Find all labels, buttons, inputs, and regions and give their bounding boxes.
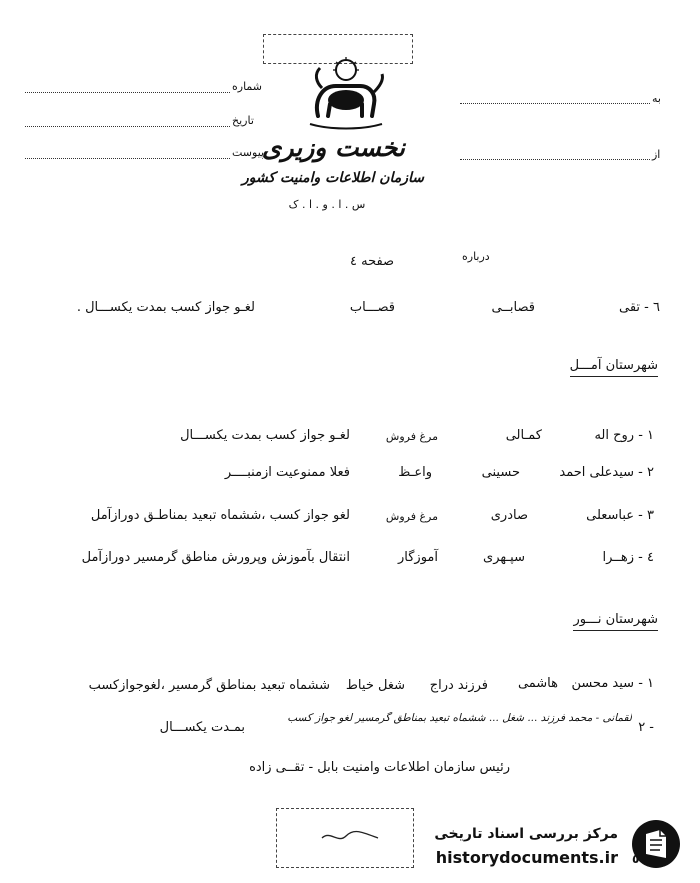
bottom-stamp-scribble	[320, 826, 380, 846]
section-nour-title: شهرستان نـــور	[573, 612, 658, 631]
nour-row-1-job2: شغل خیاط	[345, 678, 405, 693]
amol-row-1-num: ١ - روح اله	[594, 428, 654, 443]
nour-row-1-job: فرزند دراج	[429, 678, 488, 693]
nour-row-1-surname: هاشمی	[517, 676, 558, 691]
date-field	[25, 126, 230, 127]
page-label: صفحه ٤	[350, 254, 395, 269]
intro-row-num: ٦ - تقی	[619, 300, 660, 315]
archive-name: مرکز بررسی اسناد تاریخی	[434, 826, 618, 842]
nour-row-2-action: بمـدت یکســـال	[159, 720, 245, 735]
intro-row-job: قصـــاب	[349, 300, 395, 315]
attachment-field	[25, 158, 230, 159]
section-amol-title: شهرستان آمـــل	[570, 358, 658, 377]
amol-row-4-surname: سپـهری	[483, 550, 525, 565]
subject-label: درباره	[462, 250, 490, 263]
nour-row-1-num: ١ - سید محسن	[571, 676, 654, 691]
amol-row-1-surname: کمـالی	[505, 428, 542, 443]
amol-row-2-job: واعـظ	[398, 465, 432, 480]
nour-row-2-num: ٢ -	[638, 720, 654, 735]
amol-row-2-num: ٢ - سیدعلی احمد	[559, 465, 654, 480]
nour-row-2-handwritten: لقمانی - محمد فرزند ... شغل ... ششماه تبعید بمناطق گرمسیر لغو جواز کسب	[287, 712, 632, 724]
number-field	[25, 92, 230, 93]
amol-row-1-action: لغـو جواز کسب بمدت یکســـال	[180, 428, 350, 443]
amol-row-2-action: فعلا ممنوعیت ازمنبــــر	[224, 465, 350, 480]
amol-row-4-num: ٤ - زهــرا	[602, 550, 654, 565]
from-label: از	[652, 148, 661, 161]
to-field	[460, 103, 650, 104]
amol-row-3-num: ٣ - عباسعلی	[586, 508, 654, 523]
intro-row-action: لغـو جواز کسب بمدت یکســـال .	[76, 300, 255, 315]
amol-row-3-surname: صادری	[490, 508, 528, 523]
intro-row-surname: قصابــی	[491, 300, 535, 315]
lion-and-sun-emblem	[300, 56, 392, 132]
amol-row-3-job: مرغ فروش	[385, 510, 438, 523]
from-field	[460, 159, 650, 160]
archive-site: historydocuments.ir	[435, 848, 618, 867]
signature-line: رئیس سازمان اطلاعات وامنیت بابل - تقــی زاده	[249, 760, 510, 775]
amol-row-4-job: آموزگار	[398, 550, 438, 565]
number-label: شماره	[232, 80, 263, 93]
organization-code: س . ا . و . ا . ک	[288, 198, 366, 211]
nour-row-1-action: ششماه تبعید بمناطق گرمسیر ،لغوجوازکسب	[88, 678, 330, 693]
ministry-title: نخست وزیری	[261, 133, 405, 162]
amol-row-2-surname: حسینی	[481, 465, 520, 480]
page-number: ٥	[632, 852, 640, 866]
attachment-label: پیوست	[232, 146, 265, 159]
organization-title: سازمان اطلاعات وامنیت کشور	[241, 170, 425, 186]
amol-row-3-action: لغو جواز کسب ،ششماه تبعید بمناطـق دورازآمل	[90, 508, 350, 523]
to-label: به	[652, 92, 661, 105]
amol-row-4-action: انتقال بآموزش وپرورش مناطق گرمسیر دورازآمل	[81, 550, 350, 565]
amol-row-1-job: مرغ فروش	[385, 430, 438, 443]
date-label: تاریخ	[232, 114, 254, 127]
